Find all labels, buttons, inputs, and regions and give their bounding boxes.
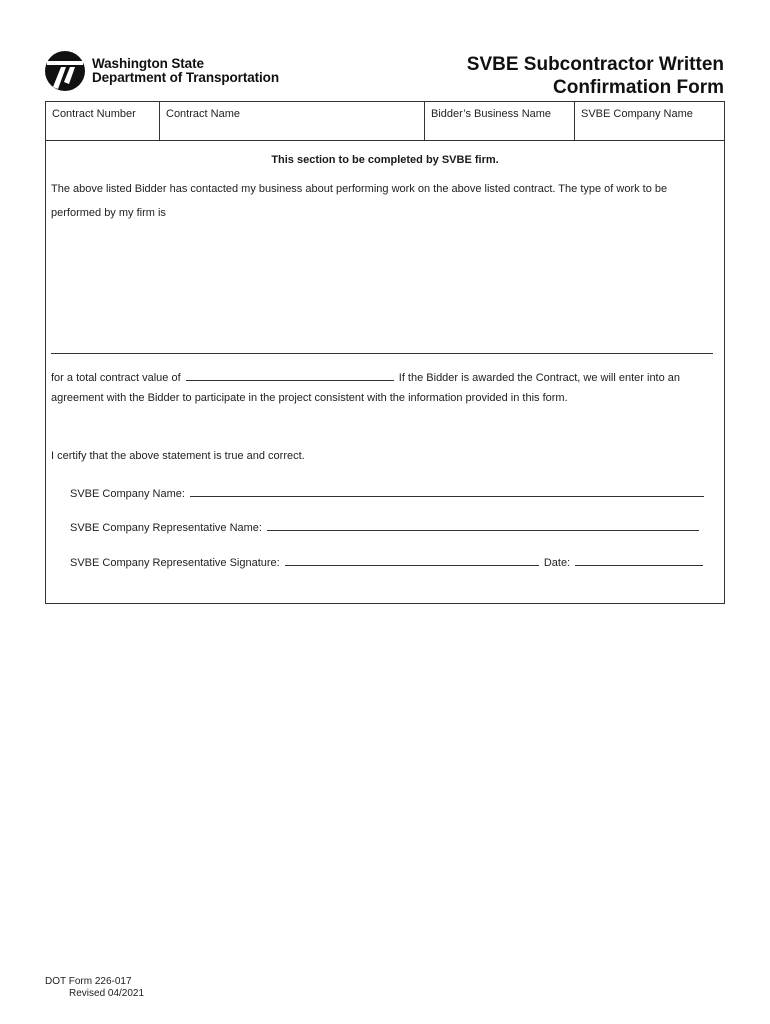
contract-number-label: Contract Number — [52, 108, 136, 120]
representative-name-label: SVBE Company Representative Name: — [70, 522, 262, 534]
work-description-line-2: performed by my firm is — [51, 207, 166, 219]
work-type-line — [51, 353, 713, 354]
representative-signature-field[interactable] — [285, 554, 539, 566]
contract-value-field[interactable] — [186, 369, 394, 381]
logo-line-2: Department of Transportation — [92, 70, 279, 85]
certify-statement: I certify that the above statement is true and correct. — [51, 450, 305, 462]
svbe-company-name-field[interactable] — [575, 102, 724, 140]
contract-value-prefix: for a total contract value of — [51, 372, 181, 384]
svbe-company-name-sign-field[interactable] — [190, 485, 704, 497]
work-description-line-1: The above listed Bidder has contacted my business about performing work on the above listed contract. The type of work to be — [51, 183, 668, 195]
contract-info-row — [45, 101, 725, 141]
date-field[interactable] — [575, 554, 703, 566]
section-heading: This section to be completed by SVBE firm. — [271, 154, 499, 166]
bidder-business-name-label: Bidder’s Business Name — [431, 108, 552, 120]
svbe-company-name-sign-label: SVBE Company Name: — [70, 488, 185, 500]
logo-line-1: Washington State — [92, 56, 204, 71]
representative-name-field[interactable] — [267, 519, 699, 531]
svbe-section — [45, 140, 725, 604]
revision-date: Revised 04/2021 — [69, 988, 145, 999]
date-label: Date: — [543, 557, 571, 569]
contract-name-label: Contract Name — [166, 108, 240, 120]
contract-number-field[interactable] — [46, 102, 160, 140]
wsdot-emblem-icon — [44, 50, 86, 92]
contract-name-field[interactable] — [160, 102, 425, 140]
form-number: DOT Form 226-017 — [45, 976, 132, 987]
bidder-business-name-field[interactable] — [425, 102, 575, 140]
representative-signature-label: SVBE Company Representative Signature: — [70, 557, 280, 569]
form-title — [467, 53, 724, 99]
work-type-area[interactable] — [51, 224, 713, 352]
form-title-line-2: Confirmation Form — [553, 77, 724, 98]
form-footer — [45, 976, 144, 1000]
contract-value-suffix: If the Bidder is awarded the Contract, we will enter into an — [398, 372, 681, 384]
wsdot-logo — [44, 50, 279, 92]
form-title-line-1: SVBE Subcontractor Written — [466, 54, 724, 75]
agreement-line: agreement with the Bidder to participate in the project consistent with the information provided in this form. — [51, 392, 568, 404]
svbe-company-name-label: SVBE Company Name — [581, 108, 693, 120]
